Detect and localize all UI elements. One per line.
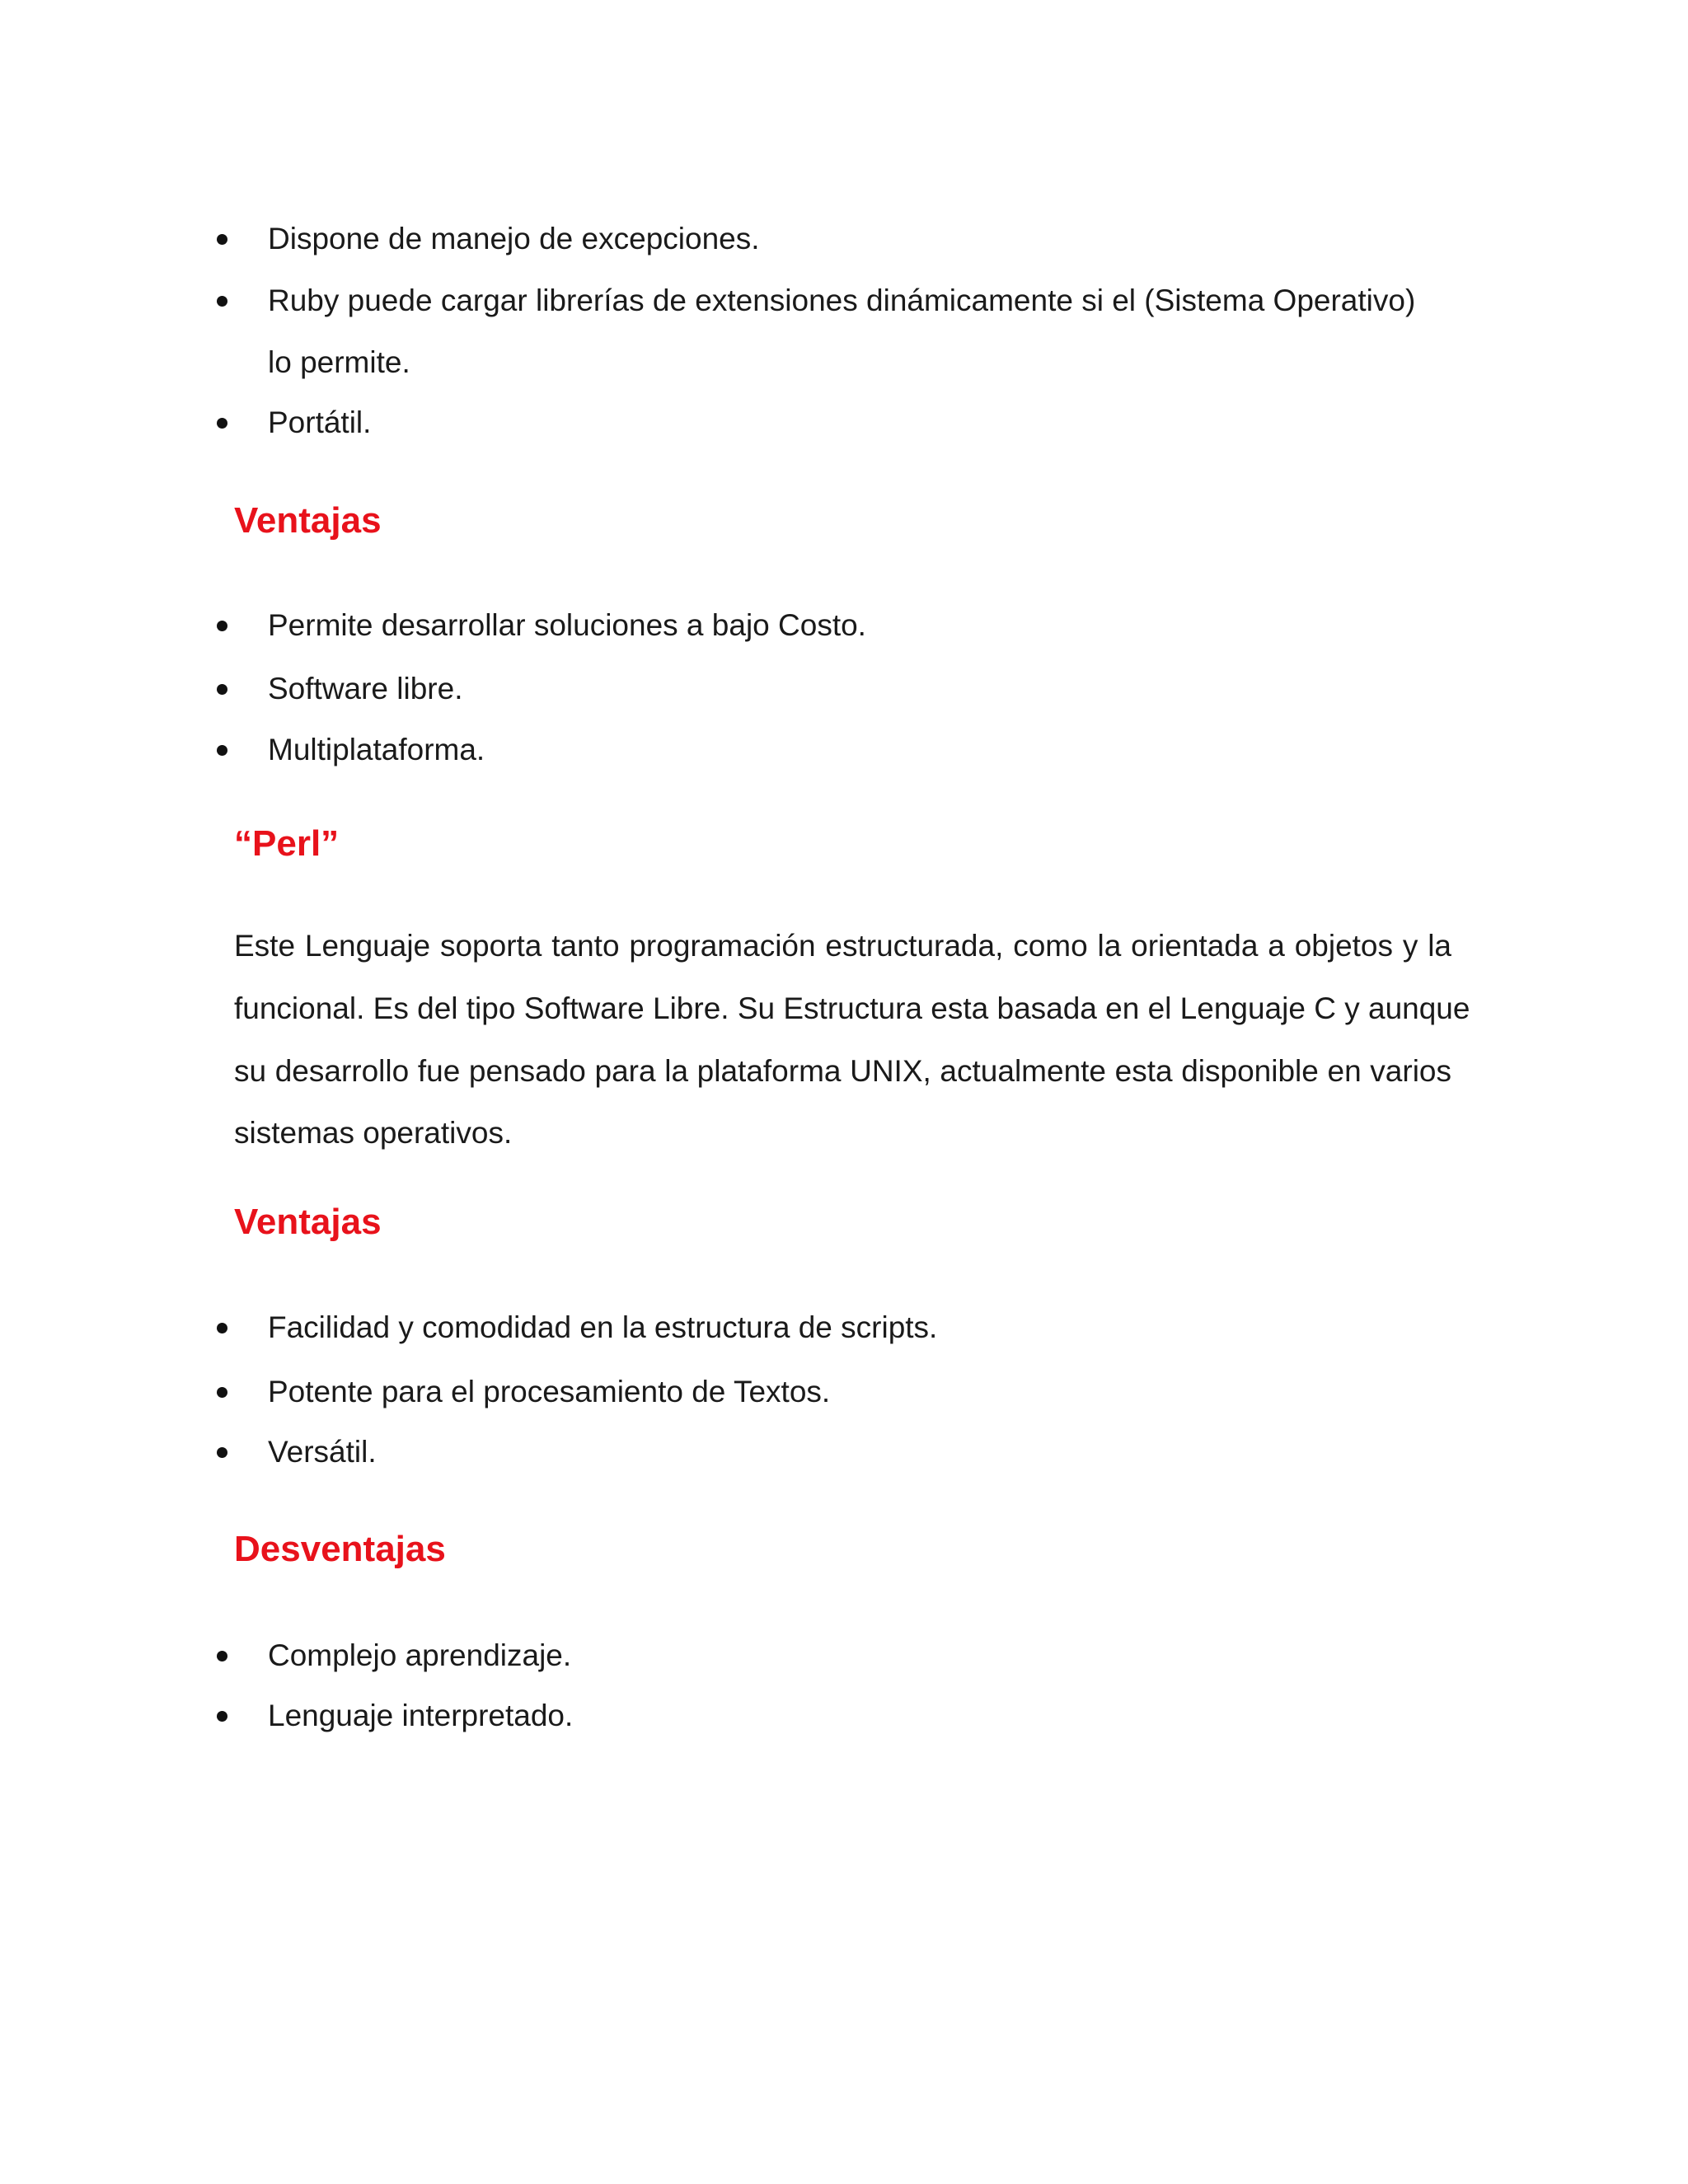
list-item-text: Dispone de manejo de excepciones. bbox=[268, 222, 760, 255]
list-item bbox=[0, 279, 1688, 329]
section-heading-perl: “Perl” bbox=[234, 823, 340, 864]
bullet-icon bbox=[217, 1711, 227, 1722]
bullet-icon bbox=[217, 1447, 227, 1458]
bullet-icon bbox=[217, 621, 227, 631]
list-item-text: Potente para el procesamiento de Textos. bbox=[268, 1375, 831, 1408]
list-item-text: Facilidad y comodidad en la estructura de scripts. bbox=[268, 1310, 938, 1344]
section-heading-ventajas: Ventajas bbox=[234, 500, 382, 541]
list-item-text: Ruby puede cargar librerías de extensiones dinámicamente si el (Sistema Operativo) bbox=[268, 284, 1416, 317]
bullet-icon bbox=[217, 1323, 227, 1333]
section-heading-desventajas: Desventajas bbox=[234, 1529, 446, 1569]
bullet-icon bbox=[217, 1387, 227, 1398]
paragraph-line: Este Lenguaje soporta tanto programación estructurada, como la orientada a objetos y la bbox=[234, 929, 1451, 963]
list-item bbox=[0, 729, 1688, 778]
list-item-continuation bbox=[0, 341, 1688, 391]
list-item bbox=[0, 218, 1688, 267]
list-item bbox=[0, 1431, 1688, 1480]
paragraph-line: funcional. Es del tipo Software Libre. Su Estructura esta basada en el Lenguaje C y aunque bbox=[234, 991, 1470, 1025]
paragraph-line: sistemas operativos. bbox=[234, 1116, 513, 1150]
list-item bbox=[0, 668, 1688, 717]
list-item-text: Permite desarrollar soluciones a bajo Costo. bbox=[268, 608, 866, 642]
list-item-text: Portátil. bbox=[268, 405, 372, 439]
list-item bbox=[0, 604, 1688, 654]
list-item-text: Multiplataforma. bbox=[268, 733, 485, 766]
bullet-icon bbox=[217, 234, 227, 245]
paragraph-line: su desarrollo fue pensado para la plataforma UNIX, actualmente esta disponible en varios bbox=[234, 1054, 1451, 1088]
list-item bbox=[0, 401, 1688, 451]
list-item-text: Lenguaje interpretado. bbox=[268, 1699, 574, 1732]
list-item-text: Complejo aprendizaje. bbox=[268, 1638, 572, 1672]
list-item bbox=[0, 1306, 1688, 1356]
list-item-continuation-text: lo permite. bbox=[268, 345, 410, 379]
bullet-icon bbox=[217, 684, 227, 695]
list-item bbox=[0, 1694, 1688, 1744]
list-item bbox=[0, 1634, 1688, 1684]
bullet-icon bbox=[217, 1651, 227, 1661]
list-item bbox=[0, 1371, 1688, 1420]
list-item-text: Software libre. bbox=[268, 672, 463, 705]
list-item-text: Versátil. bbox=[268, 1435, 377, 1469]
section-heading-ventajas: Ventajas bbox=[234, 1202, 382, 1242]
bullet-icon bbox=[217, 296, 227, 307]
bullet-icon bbox=[217, 745, 227, 756]
bullet-icon bbox=[217, 418, 227, 429]
